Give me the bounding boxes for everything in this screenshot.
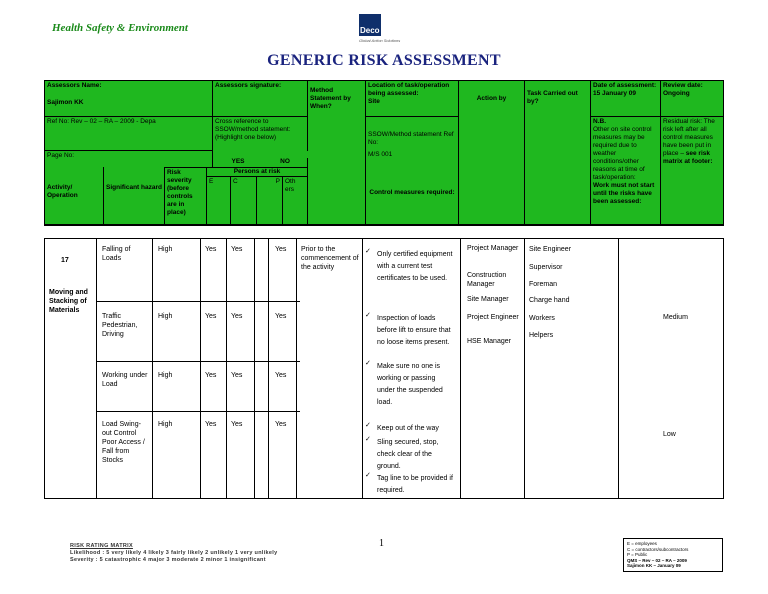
row-divider bbox=[96, 361, 300, 362]
hazard-1: Falling of Loads bbox=[102, 246, 131, 262]
persons-at-risk-header: Persons at risk bbox=[207, 167, 308, 177]
nb-cell bbox=[591, 117, 661, 225]
table-divider bbox=[362, 239, 363, 498]
page-no-cell: Page No: bbox=[45, 151, 213, 167]
employees-2: Yes bbox=[205, 313, 217, 320]
table-divider bbox=[254, 239, 255, 498]
persons-p-header: P bbox=[257, 177, 283, 225]
employees-4: Yes bbox=[205, 421, 217, 428]
severity-1: High bbox=[158, 246, 173, 253]
check-icon: ✓ bbox=[365, 360, 371, 367]
control-measures-header: Control measures required: bbox=[369, 189, 455, 196]
persons-others-header: Oth ers bbox=[283, 177, 308, 225]
persons-c-header: C bbox=[231, 177, 257, 225]
hazard-3: Working under Load bbox=[102, 372, 148, 388]
nb-label: N.B. bbox=[593, 118, 606, 125]
control-measures-list bbox=[365, 247, 459, 497]
assessors-name-cell bbox=[45, 81, 213, 117]
risk-rating-matrix bbox=[70, 543, 277, 564]
hazard-header: Significant hazard bbox=[104, 167, 165, 225]
date-cell bbox=[591, 81, 661, 117]
method-statement-header bbox=[308, 81, 366, 225]
ssow-ref-label: SSOW/Method statement Ref No: bbox=[368, 131, 454, 146]
contractors-4: Yes bbox=[231, 421, 243, 428]
yes-label: YES bbox=[231, 158, 245, 165]
ms-number: M/S 001 bbox=[368, 151, 393, 158]
action-by-1: Project Manager bbox=[467, 245, 519, 252]
check-icon: ✓ bbox=[365, 436, 371, 443]
qms-reference: QMS – Rev – 02 – RA – 2009 bbox=[627, 557, 687, 563]
severity-header: Risk severity (before controls are in place) bbox=[165, 167, 207, 225]
contractors-3: Yes bbox=[231, 372, 243, 379]
ref-no-cell: Ref No: Rev – 02 – RA – 2009 - Depa bbox=[45, 117, 213, 151]
residual-risk-1: Medium bbox=[663, 314, 688, 321]
assessors-name-value: Sajimon KK bbox=[47, 99, 84, 106]
hazard-4: Load Swing-out Control Poor Access / Fall from Stocks bbox=[102, 421, 145, 464]
control-measure-1: Only certified equipment with a current test certificates to be used. bbox=[377, 251, 453, 282]
persons-e-header: E bbox=[207, 177, 231, 225]
logo-text: Deco bbox=[360, 26, 380, 35]
control-measure-3: Make sure no one is working or passing under the suspended load. bbox=[377, 363, 443, 406]
activity-name: Moving and Stacking of Materials bbox=[49, 289, 88, 314]
others-2: Yes bbox=[275, 313, 287, 320]
severity-4: High bbox=[158, 421, 173, 428]
document-title: GENERIC RISK ASSESSMENT bbox=[267, 52, 501, 69]
page-number: 1 bbox=[379, 538, 384, 549]
severity-scale: Severity : 5 catastrophic 4 major 3 moderate 2 minor 1 insignificant bbox=[70, 557, 266, 563]
employees-3: Yes bbox=[205, 372, 217, 379]
method-statement-timing: Prior to the commencement of the activity bbox=[301, 246, 359, 271]
likelihood-scale: Likelihood : 5 very likely 4 likely 3 fairly likely 2 unlikely 1 very unlikely bbox=[70, 550, 278, 556]
legend-employees: E = employees bbox=[627, 541, 657, 546]
others-3: Yes bbox=[275, 372, 287, 379]
method-statement-label: Method Statement by When? bbox=[310, 87, 351, 110]
logo-subtitle: Global Action Solutions bbox=[359, 38, 401, 43]
action-by-2: Construction Manager bbox=[467, 272, 507, 288]
document-signature: Sajimon KK – January 09 bbox=[627, 563, 681, 568]
row-divider bbox=[96, 301, 300, 302]
others-1: Yes bbox=[275, 246, 287, 253]
location-cell bbox=[366, 81, 459, 117]
table-divider bbox=[226, 239, 227, 498]
review-label: Review date: bbox=[663, 82, 703, 89]
location-label: Location of task/operation being assessed: bbox=[368, 82, 450, 97]
nb-text: Other on site control measures may be required due to weather conditions/other reasons at time of task/operation: bbox=[593, 126, 652, 181]
location-value: Site bbox=[368, 98, 380, 105]
activity-number: 17 bbox=[61, 257, 69, 264]
legend-contractors: C = contractors/subcontractors bbox=[627, 546, 689, 552]
review-value: Ongoing bbox=[663, 90, 690, 97]
others-4: Yes bbox=[275, 421, 287, 428]
table-divider bbox=[296, 239, 297, 498]
employees-1: Yes bbox=[205, 246, 217, 253]
assessors-name-label: Assessors Name: bbox=[47, 82, 102, 89]
control-measure-4: Keep out of the way bbox=[377, 425, 439, 432]
residual-risk-2: Low bbox=[663, 431, 676, 438]
table-divider bbox=[460, 239, 461, 498]
table-divider bbox=[152, 239, 153, 498]
control-measure-2: Inspection of loads before lift to ensure that no loose items present. bbox=[377, 315, 451, 346]
legend-public: P = Public bbox=[627, 552, 648, 557]
residual-risk-text: Residual risk: The risk left after all control measures have been put in place – bbox=[663, 118, 715, 157]
severity-2: High bbox=[158, 313, 173, 320]
contractors-1: Yes bbox=[231, 246, 243, 253]
table-divider bbox=[524, 239, 525, 498]
control-measure-6: Tag line to be provided if required. bbox=[377, 475, 453, 494]
carried-by-5: Workers bbox=[529, 315, 555, 322]
activity-header: Activity/ Operation bbox=[45, 167, 104, 225]
table-divider bbox=[200, 239, 201, 498]
legend-box bbox=[623, 538, 723, 572]
cross-ref-cell: Cross reference to SSOW/method statement: (Highlight one below) bbox=[213, 117, 308, 151]
carried-by-4: Charge hand bbox=[529, 297, 570, 304]
check-icon: ✓ bbox=[365, 248, 371, 255]
residual-risk-note: see risk matrix at footer: bbox=[663, 150, 713, 165]
section-title: Health Safety & Environment bbox=[52, 22, 188, 34]
review-cell bbox=[661, 81, 723, 117]
action-by-4: Project Engineer bbox=[467, 314, 519, 321]
table-divider bbox=[268, 239, 269, 498]
hazard-2: Traffic Pedestrian, Driving bbox=[102, 313, 138, 338]
check-icon: ✓ bbox=[365, 472, 371, 479]
control-measure-5: Sling secured, stop, check clear of the ground. bbox=[377, 439, 439, 470]
carried-by-6: Helpers bbox=[529, 332, 554, 339]
table-divider bbox=[96, 239, 97, 498]
nb-warning: Work must not start until the risks have been assessed: bbox=[593, 182, 655, 205]
check-icon: ✓ bbox=[365, 422, 371, 429]
task-carried-header: Task Carried out by? bbox=[525, 81, 591, 225]
row-divider bbox=[96, 411, 300, 412]
assessors-signature-cell: Assessors signature: bbox=[213, 81, 308, 117]
action-by-3: Site Manager bbox=[467, 296, 509, 303]
carried-by-2: Supervisor bbox=[529, 264, 563, 271]
check-icon: ✓ bbox=[365, 312, 371, 319]
table-divider bbox=[618, 239, 619, 498]
carried-by-1: Site Engineer bbox=[529, 246, 572, 253]
contractors-2: Yes bbox=[231, 313, 243, 320]
action-by-header: Action by bbox=[459, 81, 525, 225]
severity-3: High bbox=[158, 372, 173, 379]
carried-by-3: Foreman bbox=[529, 281, 558, 288]
matrix-title: RISK RATING MATRIX bbox=[70, 543, 133, 549]
company-logo bbox=[359, 14, 407, 50]
ssow-ref-cell bbox=[366, 117, 459, 225]
assessment-header-table bbox=[44, 80, 724, 226]
risk-table bbox=[44, 238, 724, 499]
action-by-5: HSE Manager bbox=[467, 338, 511, 345]
date-value: 15 January 09 bbox=[593, 90, 637, 97]
date-label: Date of assessment: bbox=[593, 82, 657, 89]
residual-risk-cell bbox=[661, 117, 723, 225]
no-label: NO bbox=[263, 158, 308, 167]
